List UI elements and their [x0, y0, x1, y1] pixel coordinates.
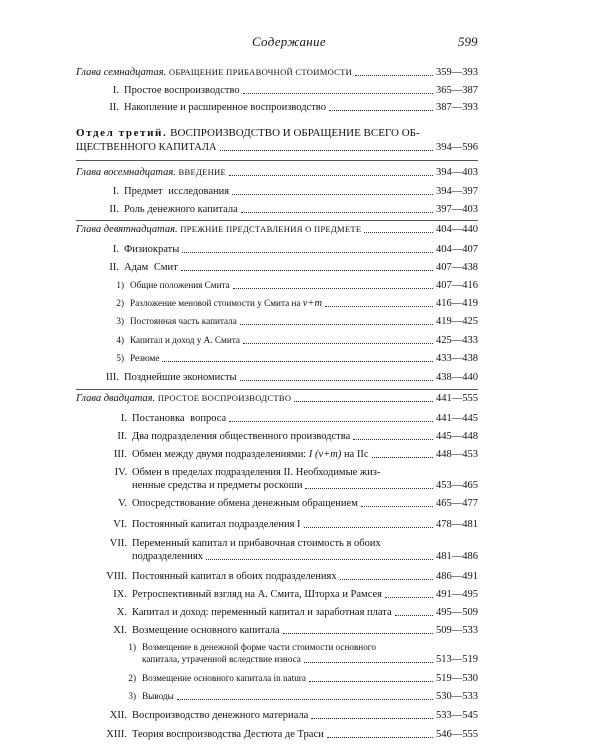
subitem-title: Общие положения Смита	[130, 280, 230, 290]
item-title: Ретроспективный взгляд на А. Смита, Шторха и Рамсея	[132, 589, 382, 600]
subitem-title: Возмещение основного капитала in natura	[142, 673, 306, 683]
item-title: Два подразделения общественного производства	[132, 431, 351, 442]
toc-item[interactable]	[76, 101, 478, 114]
subitem-number: 1)	[128, 642, 136, 652]
item-title: Позднейшие экономисты	[124, 372, 237, 383]
page-range: 407—416	[436, 280, 478, 291]
toc-item[interactable]	[76, 243, 478, 256]
subitem-title: Резюме	[130, 353, 160, 363]
toc-item[interactable]	[76, 84, 478, 97]
item-title-line1: Переменный капитал и прибавочная стоимость в обоих	[132, 538, 381, 549]
page-range: 394—397	[436, 186, 478, 197]
page-range: 416—419	[436, 298, 478, 309]
item-number: IX.	[113, 589, 127, 600]
toc-subitem[interactable]	[76, 690, 478, 703]
page-range: 533—545	[436, 710, 478, 721]
subitem-title: Постоянная часть капитала	[130, 316, 237, 326]
chapter-prefix: Глава восемнадцатая.	[76, 167, 176, 178]
page-range: 394—596	[436, 142, 478, 153]
page-number: 599	[458, 34, 478, 49]
toc-chapter-20[interactable]	[76, 392, 478, 405]
chapter-prefix: Глава двадцатая.	[76, 393, 156, 404]
item-title: Физиократы	[124, 244, 180, 255]
section-title-line2: ЩЕСТВЕННОГО КАПИТАЛА	[76, 142, 217, 153]
chapter-prefix: Глава семнадцатая.	[76, 67, 167, 78]
chapter-divider	[76, 220, 478, 221]
toc-item[interactable]	[76, 203, 478, 216]
item-title: Простое воспроизводство	[124, 85, 240, 96]
page-range: 509—533	[436, 625, 478, 636]
item-number: XIII.	[106, 729, 127, 740]
item-title: Возмещение основного капитала	[132, 625, 280, 636]
toc-subitem[interactable]	[76, 315, 478, 328]
toc-item[interactable]	[76, 588, 478, 601]
toc-item-line2[interactable]	[132, 479, 478, 492]
page-range: 394—403	[436, 167, 478, 178]
page-range: 404—407	[436, 244, 478, 255]
section-prefix: Отдел третий.	[76, 127, 168, 139]
item-number: I.	[120, 413, 127, 424]
item-number: V.	[118, 498, 127, 509]
item-title-line1: Обмен в пределах подразделения II. Необходимые жиз-	[132, 467, 381, 478]
item-number: I.	[112, 85, 119, 96]
item-title: Постоянный капитал подразделения I	[132, 519, 301, 530]
item-title: Предмет исследования	[124, 186, 230, 197]
toc-item[interactable]	[76, 497, 478, 510]
toc-item[interactable]	[76, 518, 478, 531]
item-number: II.	[117, 431, 127, 442]
item-number: II.	[109, 102, 119, 113]
page-range: 441—555	[436, 393, 478, 404]
item-title: Накопление и расширенное воспроизводство	[124, 102, 326, 113]
item-number: I.	[112, 186, 119, 197]
subitem-number: 2)	[116, 298, 124, 308]
item-number: XII.	[109, 710, 127, 721]
subitem-title-line1: Возмещение в денежной форме части стоимости основного	[142, 642, 376, 652]
running-title: Содержание	[252, 34, 326, 49]
page-range: 453—465	[436, 480, 478, 491]
page-range: 546—555	[436, 729, 478, 740]
item-number: III.	[113, 449, 127, 460]
chapter-title: ОБРАЩЕНИЕ ПРИБАВОЧНОЙ СТОИМОСТИ	[168, 67, 353, 77]
toc-chapter-17[interactable]	[76, 66, 478, 79]
toc-section-3-line1[interactable]	[76, 127, 478, 140]
page-range: 491—495	[436, 589, 478, 600]
subitem-number: 3)	[128, 691, 136, 701]
chapter-title: ВВЕДЕНИЕ	[178, 167, 227, 177]
page-range: 425—433	[436, 335, 478, 346]
page-range: 365—387	[436, 85, 478, 96]
subitem-title: Выводы	[142, 691, 174, 701]
item-title: Постановка вопроса	[132, 413, 227, 424]
item-title: Капитал и доход: переменный капитал и заработная плата	[132, 607, 392, 618]
toc-item[interactable]	[76, 606, 478, 619]
toc-subitem[interactable]	[76, 352, 478, 365]
item-number: X.	[116, 607, 127, 618]
item-title: Теория воспроизводства Дестюта де Траси	[132, 729, 324, 740]
page-range: 519—530	[436, 673, 478, 684]
formula: v+m	[302, 298, 323, 309]
item-title-line2: ненные средства и предметы роскоши	[132, 480, 303, 491]
toc-item[interactable]	[76, 261, 478, 274]
item-number: II.	[109, 204, 119, 215]
toc-subitem-line2[interactable]	[142, 653, 478, 666]
page-range: 359—393	[436, 67, 478, 78]
item-number: I.	[112, 244, 119, 255]
toc-item-line1[interactable]	[76, 537, 478, 550]
section-title-line1: ВОСПРОИЗВОДСТВО И ОБРАЩЕНИЕ ВСЕГО ОБ-	[170, 127, 420, 139]
item-number: III.	[105, 372, 119, 383]
page-range: 441—445	[436, 413, 478, 424]
page-range: 530—533	[436, 691, 478, 702]
item-title-line2: подразделениях	[132, 551, 203, 562]
toc-subitem[interactable]	[76, 279, 478, 292]
item-title: Постоянный капитал в обоих подразделениях	[132, 571, 337, 582]
toc-subitem[interactable]	[76, 297, 478, 310]
subitem-number: 4)	[116, 335, 124, 345]
page-range: 513—519	[436, 654, 478, 665]
page-range: 478—481	[436, 519, 478, 530]
item-number: II.	[109, 262, 119, 273]
page-range: 448—453	[436, 449, 478, 460]
page-range: 465—477	[436, 498, 478, 509]
subitem-number: 3)	[116, 316, 124, 326]
item-title: Воспроизводство денежного материала	[132, 710, 309, 721]
toc-item[interactable]	[76, 185, 478, 198]
toc-section-3-line2[interactable]	[76, 141, 478, 154]
item-number: XI.	[113, 625, 127, 636]
subitem-number: 5)	[116, 353, 124, 363]
page-range: 419—425	[436, 316, 478, 327]
chapter-title: ПРОСТОЕ ВОСПРОИЗВОДСТВО	[157, 393, 292, 403]
item-number: IV.	[114, 467, 127, 478]
subitem-number: 2)	[128, 673, 136, 683]
item-title: Роль денежного капитала	[124, 204, 238, 215]
item-title-end: на IIc	[343, 449, 369, 460]
toc-item[interactable]	[76, 728, 478, 741]
chapter-prefix: Глава девятнадцатая.	[76, 224, 178, 235]
page-range: 495—509	[436, 607, 478, 618]
toc-item[interactable]	[76, 709, 478, 722]
toc-item[interactable]	[76, 624, 478, 637]
subitem-title-line2: капитала, утраченной вследствие износа	[142, 654, 301, 664]
toc-item[interactable]	[76, 570, 478, 583]
subitem-title: Капитал и доход у А. Смита	[130, 335, 240, 345]
item-title: Обмен между двумя подразделениями:	[132, 449, 307, 460]
item-number: VII.	[109, 538, 127, 549]
page-range: 397—403	[436, 204, 478, 215]
toc-chapter-19[interactable]	[76, 223, 478, 236]
toc-chapter-18[interactable]	[76, 166, 478, 179]
page-range: 387—393	[436, 102, 478, 113]
toc-item[interactable]	[76, 448, 478, 461]
page-range: 445—448	[436, 431, 478, 442]
chapter-divider	[76, 389, 478, 390]
page-range: 486—491	[436, 571, 478, 582]
subitem-number: 1)	[116, 280, 124, 290]
toc-item-line2[interactable]	[132, 550, 478, 563]
page-range: 438—440	[436, 372, 478, 383]
item-number: VIII.	[106, 571, 127, 582]
toc-item[interactable]	[76, 430, 478, 443]
item-title: Опосредствование обмена денежным обращением	[132, 498, 358, 509]
toc-item[interactable]	[76, 412, 478, 425]
item-title: Адам Смит	[124, 262, 178, 273]
section-divider	[76, 160, 478, 161]
toc-subitem[interactable]	[76, 672, 478, 685]
toc-item-line1[interactable]	[76, 466, 478, 479]
page-range: 481—486	[436, 551, 478, 562]
chapter-title: ПРЕЖНИЕ ПРЕДСТАВЛЕНИЯ О ПРЕДМЕТЕ	[180, 224, 362, 234]
page-range: 433—438	[436, 353, 478, 364]
toc-item[interactable]	[76, 371, 478, 384]
subitem-title: Разложение меновой стоимости у Смита на	[130, 298, 301, 308]
toc-subitem[interactable]	[76, 334, 478, 347]
page-range: 407—438	[436, 262, 478, 273]
item-number: VI.	[113, 519, 127, 530]
formula: I (v+m)	[308, 449, 342, 460]
page-range: 404—440	[436, 224, 478, 235]
